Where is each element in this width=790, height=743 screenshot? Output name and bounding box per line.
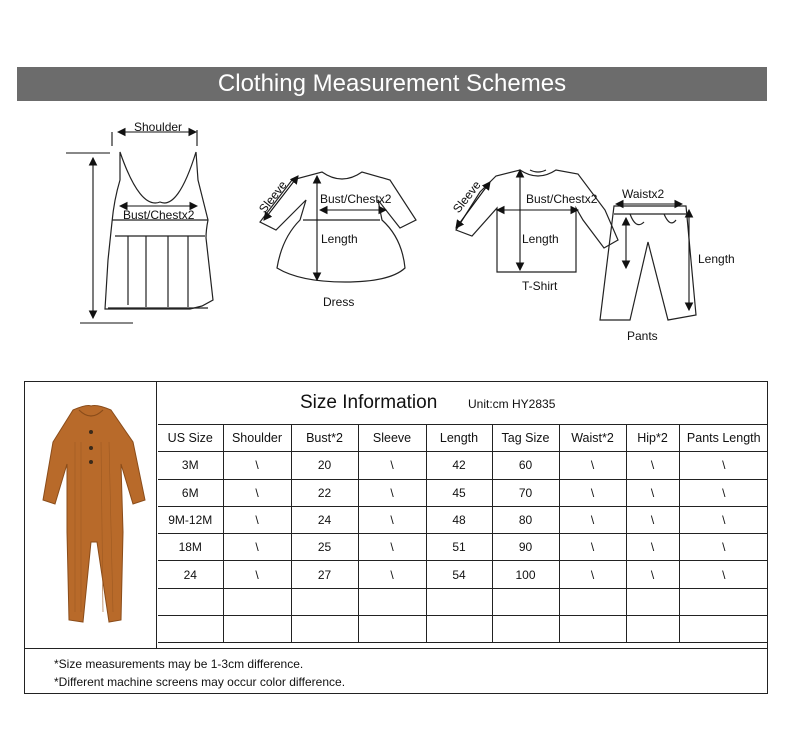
pants-length-label: Length [698, 252, 735, 266]
table-cell [426, 588, 492, 615]
table-cell [358, 588, 426, 615]
note-measurement-diff: *Size measurements may be 1-3cm difference. [54, 657, 304, 671]
table-cell [626, 588, 679, 615]
measurement-diagrams [0, 110, 790, 370]
table-cell: 60 [492, 452, 559, 479]
column-header: Shoulder [223, 425, 291, 452]
table-cell: 80 [492, 506, 559, 533]
table-cell: 70 [492, 479, 559, 506]
tshirt-sleeve-label: Sleeve [450, 178, 484, 216]
table-cell: 22 [291, 479, 358, 506]
table-cell: \ [626, 506, 679, 533]
tshirt-length-label: Length [522, 232, 559, 246]
table-cell [158, 616, 223, 643]
table-cell: \ [559, 561, 626, 588]
notes-section [25, 648, 767, 693]
table-cell: \ [358, 506, 426, 533]
table-row [158, 616, 768, 643]
size-table [158, 425, 768, 643]
pants-caption: Pants [627, 329, 658, 343]
table-cell: 42 [426, 452, 492, 479]
table-cell: \ [559, 452, 626, 479]
table-cell: 100 [492, 561, 559, 588]
table-cell: \ [223, 534, 291, 561]
table-cell: 20 [291, 452, 358, 479]
table-cell: \ [679, 452, 768, 479]
table-cell: \ [223, 506, 291, 533]
table-cell: 25 [291, 534, 358, 561]
table-cell [223, 588, 291, 615]
table-cell: \ [223, 452, 291, 479]
dress-sleeve-label: Sleeve [256, 178, 290, 216]
table-cell [358, 616, 426, 643]
table-row [158, 452, 768, 479]
table-cell [492, 616, 559, 643]
table-cell [559, 616, 626, 643]
table-row [158, 534, 768, 561]
pants-waist-label: Waistx2 [622, 187, 665, 201]
tshirt-caption: T-Shirt [522, 279, 558, 293]
table-cell: 51 [426, 534, 492, 561]
dress-bust-label: Bust/Chestx2 [320, 192, 392, 206]
table-cell: 48 [426, 506, 492, 533]
table-cell: 27 [291, 561, 358, 588]
table-cell: \ [358, 561, 426, 588]
table-cell: \ [559, 534, 626, 561]
table-cell: 90 [492, 534, 559, 561]
table-cell [158, 588, 223, 615]
dress-caption: Dress [323, 295, 355, 309]
table-cell: 24 [291, 506, 358, 533]
table-cell: \ [679, 561, 768, 588]
table-cell: 3M [158, 452, 223, 479]
table-cell: 9M-12M [158, 506, 223, 533]
table-cell: \ [626, 534, 679, 561]
table-cell [291, 616, 358, 643]
table-cell: 24 [158, 561, 223, 588]
page-title: Clothing Measurement Schemes [217, 70, 567, 97]
table-cell: 6M [158, 479, 223, 506]
table-cell: 45 [426, 479, 492, 506]
tshirt-bust-label: Bust/Chestx2 [526, 192, 598, 206]
table-cell [559, 588, 626, 615]
table-cell [426, 616, 492, 643]
table-cell: \ [679, 506, 768, 533]
table-row [158, 561, 768, 588]
column-header: Length [426, 425, 492, 452]
table-cell [679, 588, 768, 615]
tank-bust-label: Bust/Chestx2 [123, 208, 195, 222]
table-cell: 18M [158, 534, 223, 561]
table-cell: \ [223, 479, 291, 506]
column-header: Tag Size [492, 425, 559, 452]
table-cell: \ [679, 534, 768, 561]
table-cell [291, 588, 358, 615]
romper-image [25, 382, 156, 648]
table-row [158, 479, 768, 506]
size-information-table [24, 381, 768, 694]
table-cell: \ [358, 452, 426, 479]
table-row [158, 588, 768, 615]
table-row [158, 506, 768, 533]
note-color-diff: *Different machine screens may occur color difference. [54, 675, 346, 689]
page-title-banner [17, 67, 767, 101]
size-info-header [158, 382, 768, 425]
table-cell [492, 588, 559, 615]
tank-shoulder-label: Shoulder [134, 120, 183, 134]
column-header: US Size [158, 425, 223, 452]
table-cell: \ [559, 479, 626, 506]
table-cell [223, 616, 291, 643]
table-cell: \ [626, 479, 679, 506]
column-header: Bust*2 [291, 425, 358, 452]
dress-length-label: Length [321, 232, 358, 246]
tank-top-drawing [105, 152, 213, 309]
table-cell: \ [223, 561, 291, 588]
column-header: Waist*2 [559, 425, 626, 452]
table-cell: \ [679, 479, 768, 506]
product-photo [25, 382, 157, 648]
table-cell: \ [559, 506, 626, 533]
size-info-unit: Unit:cm HY2835 [468, 397, 556, 411]
table-cell: 54 [426, 561, 492, 588]
table-cell: \ [358, 534, 426, 561]
table-cell: \ [358, 479, 426, 506]
pants-drawing [600, 206, 696, 320]
table-cell: \ [626, 452, 679, 479]
table-cell: \ [626, 561, 679, 588]
column-header: Pants Length [679, 425, 768, 452]
table-header-row [158, 425, 768, 452]
diagram-drawings [0, 110, 790, 370]
size-info-title: Size Information [300, 392, 438, 413]
table-cell [679, 616, 768, 643]
column-header: Sleeve [358, 425, 426, 452]
column-header: Hip*2 [626, 425, 679, 452]
table-cell [626, 616, 679, 643]
